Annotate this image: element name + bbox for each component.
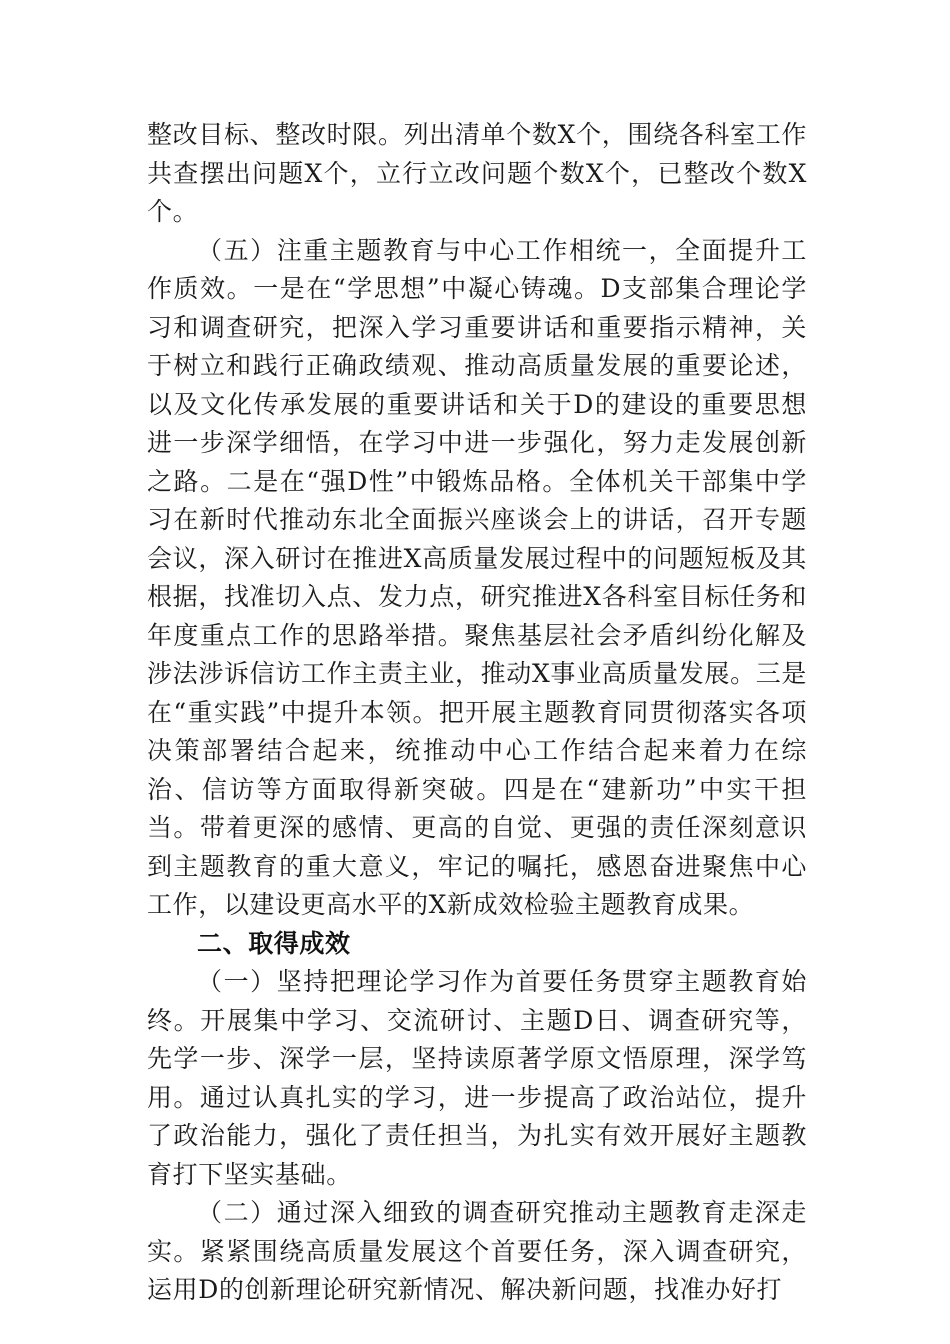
section-heading: 二、取得成效 xyxy=(197,928,351,958)
document-body xyxy=(147,116,807,1310)
paragraph-item-two xyxy=(147,1194,807,1310)
paragraph-lead: （五）注重主题教育与中心工作相统一，全面提升工作质效。 xyxy=(147,235,807,303)
paragraph-text: 整改目标、整改时限。列出清单个数X个，围绕各科室工作共查摆出问题X个，立行立改问题个数X个，已整改个数X个。 xyxy=(147,120,807,226)
paragraph-text: 开展集中学习、交流研讨、主题D日、调查研究等，先学一步、深学一层，坚持读原著学原文悟原理，深学笃用。通过认真扎实的学习，进一步提高了政治站位，提升了政治能力，强化了责任担当，为扎实有效开展好主题教育打下坚实基础。 xyxy=(147,1005,807,1189)
paragraph-text: 一是在“学思想”中凝心铸魂。D支部集合理论学习和调查研究，把深入学习重要讲话和重要指示精神，关于树立和践行正确政绩观、推动高质量发展的重要论述，以及文化传承发展的重要讲话和关于D的建设的重要思想进一步深学细悟，在学习中进一步强化，努力走发展创新之路。二是在“强D性”中锻炼品格。全体机关干部集中学习在新时代推动东北全面振兴座谈会上的讲话，召开专题会议，深入研讨在推进X高质量发展过程中的问题短板及其根据，找准切入点、发力点，研究推进X各科室目标任务和年度重点工作的思路举措。聚焦基层社会矛盾纠纷化解及涉法涉诉信访工作主责主业，推动X事业高质量发展。三是在“重实践”中提升本领。把开展主题教育同贯彻落实各项决策部署结合起来，统推动中心工作结合起来着力在综治、信访等方面取得新突破。四是在“建新功”中实干担当。带着更深的感情、更高的自觉、更强的责任深刻意识到主题教育的重大意义，牢记的嘱托，感恩奋进聚焦中心工作，以建设更高水平的X新成效检验主题教育成果。 xyxy=(147,274,808,919)
paragraph-text: 紧紧围绕高质量发展这个首要任务，深入调查研究，运用D的创新理论研究新情况、解决新问题，找准办好打 xyxy=(147,1236,807,1304)
paragraph-lead: （二）通过深入细致的调查研究推动主题教育走深走实。 xyxy=(147,1198,807,1266)
paragraph-item-one xyxy=(147,963,807,1194)
paragraph-item-five xyxy=(147,232,807,925)
paragraph-continuation xyxy=(147,116,807,232)
paragraph-lead: （一）坚持把理论学习作为首要任务贯穿主题教育始终。 xyxy=(147,967,807,1035)
